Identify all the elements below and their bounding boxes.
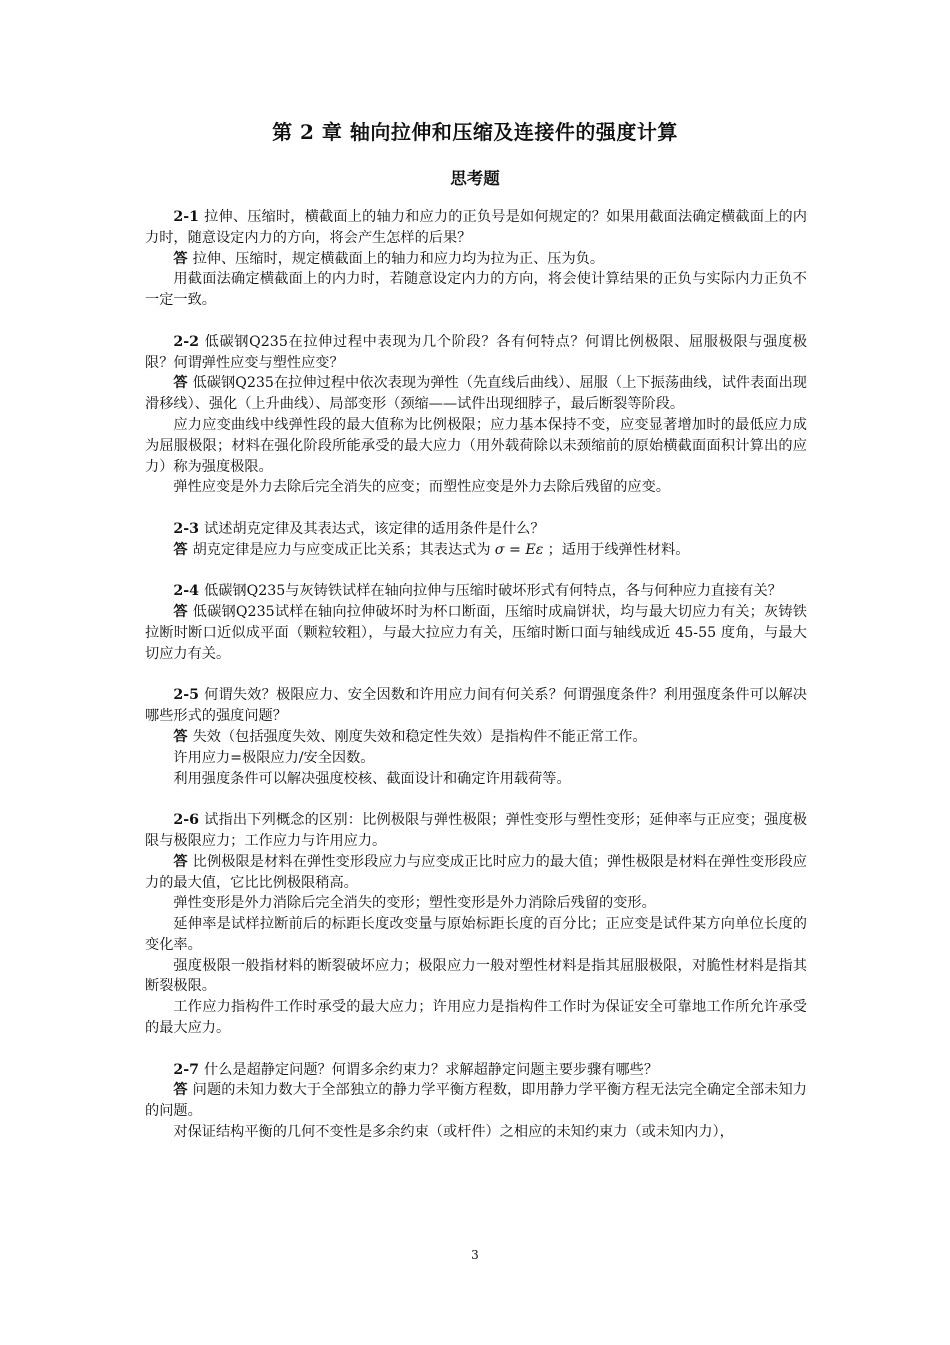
question-text: 低碳钢Q235与灰铸铁试样在轴向拉伸与压缩时破坏形式有何特点，各与何种应力直接有关？ (204, 583, 782, 600)
question-block-2-6 (145, 810, 807, 1039)
question (145, 1060, 807, 1081)
question-block-2-7 (145, 1060, 807, 1143)
answer-text: 问题的未知力数大于全部独立的静力学平衡方程数，即用静力学平衡方程无法完全确定全部未知力的问题。 (145, 1082, 807, 1120)
answer-paragraph: 工作应力指构件工作时承受的最大应力；许用应力是指构件工作时为保证安全可靠地工作所允许承受的最大应力。 (145, 999, 807, 1037)
question-number: 2-6 (173, 812, 200, 829)
answer-paragraph: 弹性应变是外力去除后完全消失的应变；而塑性应变是外力去除后残留的应变。 (173, 479, 670, 496)
question (145, 581, 807, 602)
page-number: 3 (471, 1248, 479, 1262)
answer-paragraph: 延伸率是试样拉断前后的标距长度改变量与原始标距长度的百分比；正应变是试件某方向单位长度的变化率。 (145, 916, 807, 953)
answer-text: 失效（包括强度失效、刚度失效和稳定性失效）是指构件不能正常工作。 (192, 728, 647, 745)
answer-paragraph: 应力应变曲线中线弹性段的最大值称为比例极限；应力基本保持不变，应变显著增加时的最低应力成为屈服极限；材料在强化阶段所能承受的最大应力（用外载荷除以未颈缩前的原始横截面面积计算出的应力）称为强度极限。 (145, 416, 807, 475)
answer (145, 1080, 807, 1122)
section-title: 思考题 (450, 169, 500, 188)
answer-text: 拉伸、压缩时，规定横截面上的轴力和应力均为拉为正、压为负。 (192, 250, 605, 267)
question-block-2-1 (145, 207, 807, 311)
answer-text: 低碳钢Q235试样在轴向拉伸破坏时为杯口断面，压缩时成扁饼状，均与最大切应力有关；灰铸铁拉断时断口近似成平面（颗粒较粗），与最大拉应力有关，压缩时断口面与轴线成近 45-55 度角，与最大切应力有关。 (145, 604, 807, 662)
answer (145, 852, 807, 894)
question-text: 试述胡克定律及其表达式，该定律的适用条件是什么？ (204, 520, 545, 537)
answer-label: 答 (173, 541, 188, 558)
answer-label: 答 (173, 1082, 188, 1099)
question (145, 810, 807, 852)
question-text: 拉伸、压缩时，横截面上的轴力和应力的正负号是如何规定的？如果用截面法确定横截面上的内力时，随意设定内力的方向，将会产生怎样的后果？ (145, 209, 807, 246)
answer (145, 602, 807, 664)
answer-text: 比例极限是材料在弹性变形段应力与应变成正比时应力的最大值；弹性极限是材料在弹性变形段应力的最大值，它比比例极限稍高。 (145, 853, 807, 891)
answer-label: 答 (173, 250, 188, 267)
answer-paragraph: 利用强度条件可以解决强度校核、截面设计和确定许用载荷等。 (173, 770, 571, 787)
question-block-2-3 (145, 519, 807, 561)
answer-text: 胡克定律是应力与应变成正比关系；其表达式为 (192, 541, 491, 558)
document-body (145, 207, 807, 1143)
question-text: 试指出下列概念的区别：比例极限与弹性极限；弹性变形与塑性变形；延伸率与正应变；强度极限与极限应力；工作应力与许用应力。 (145, 812, 807, 849)
question (145, 519, 807, 540)
answer-paragraph: 弹性变形是外力消除后完全消失的变形；塑性变形是外力消除后残留的变形。 (173, 895, 656, 912)
answer-paragraph: 许用应力=极限应力/安全因数。 (173, 749, 375, 766)
chapter-title: 第 2 章 轴向拉伸和压缩及连接件的强度计算 (272, 120, 678, 144)
question-text: 什么是超静定问题？何谓多余约束力？求解超静定问题主要步骤有哪些？ (204, 1061, 659, 1078)
question-number: 2-5 (173, 687, 200, 704)
answer (145, 373, 807, 415)
question-block-2-2 (145, 332, 807, 498)
question-number: 2-4 (173, 583, 200, 600)
question-block-2-4 (145, 581, 807, 664)
question (145, 685, 807, 727)
answer (145, 249, 807, 270)
question-number: 2-2 (173, 333, 200, 350)
question (145, 332, 807, 374)
answer (145, 727, 807, 748)
answer-text: 低碳钢Q235在拉伸过程中依次表现为弹性（先直线后曲线）、屈服（上下振荡曲线，试件表面出现滑移线）、强化（上升曲线）、局部变形（颈缩——试件出现细脖子，最后断裂等阶段。 (145, 375, 807, 413)
question-number: 2-7 (173, 1061, 200, 1078)
question-number: 2-3 (173, 520, 200, 537)
answer-label: 答 (173, 728, 188, 745)
answer (145, 540, 807, 561)
question-number: 2-1 (173, 209, 200, 225)
answer-label: 答 (173, 375, 188, 392)
answer-label: 答 (173, 853, 188, 870)
question-text: 低碳钢Q235在拉伸过程中表现为几个阶段？各有何特点？何谓比例极限、屈服极限与强度极限？何谓弹性应变与塑性应变？ (145, 333, 807, 371)
question-block-2-5 (145, 685, 807, 789)
question-text: 何谓失效？极限应力、安全因数和许用应力间有何关系？何谓强度条件？利用强度条件可以解决哪些形式的强度问题？ (145, 687, 807, 725)
answer-text-tail: ；适用于线弹性材料。 (547, 541, 690, 558)
answer-paragraph: 强度极限一般指材料的断裂破坏应力；极限应力一般对塑性材料是指其屈服极限，对脆性材料是指其断裂极限。 (145, 957, 807, 995)
question (145, 207, 807, 249)
hooke-formula: σ = Eε (494, 541, 544, 558)
answer-paragraph: 用截面法确定横截面上的内力时，若随意设定内力的方向，将会使计算结果的正负与实际内力正负不一定一致。 (145, 271, 807, 309)
answer-paragraph: 对保证结构平衡的几何不变性是多余约束（或杆件）之相应的未知约束力（或未知内力）， (173, 1124, 734, 1141)
answer-label: 答 (173, 604, 188, 621)
